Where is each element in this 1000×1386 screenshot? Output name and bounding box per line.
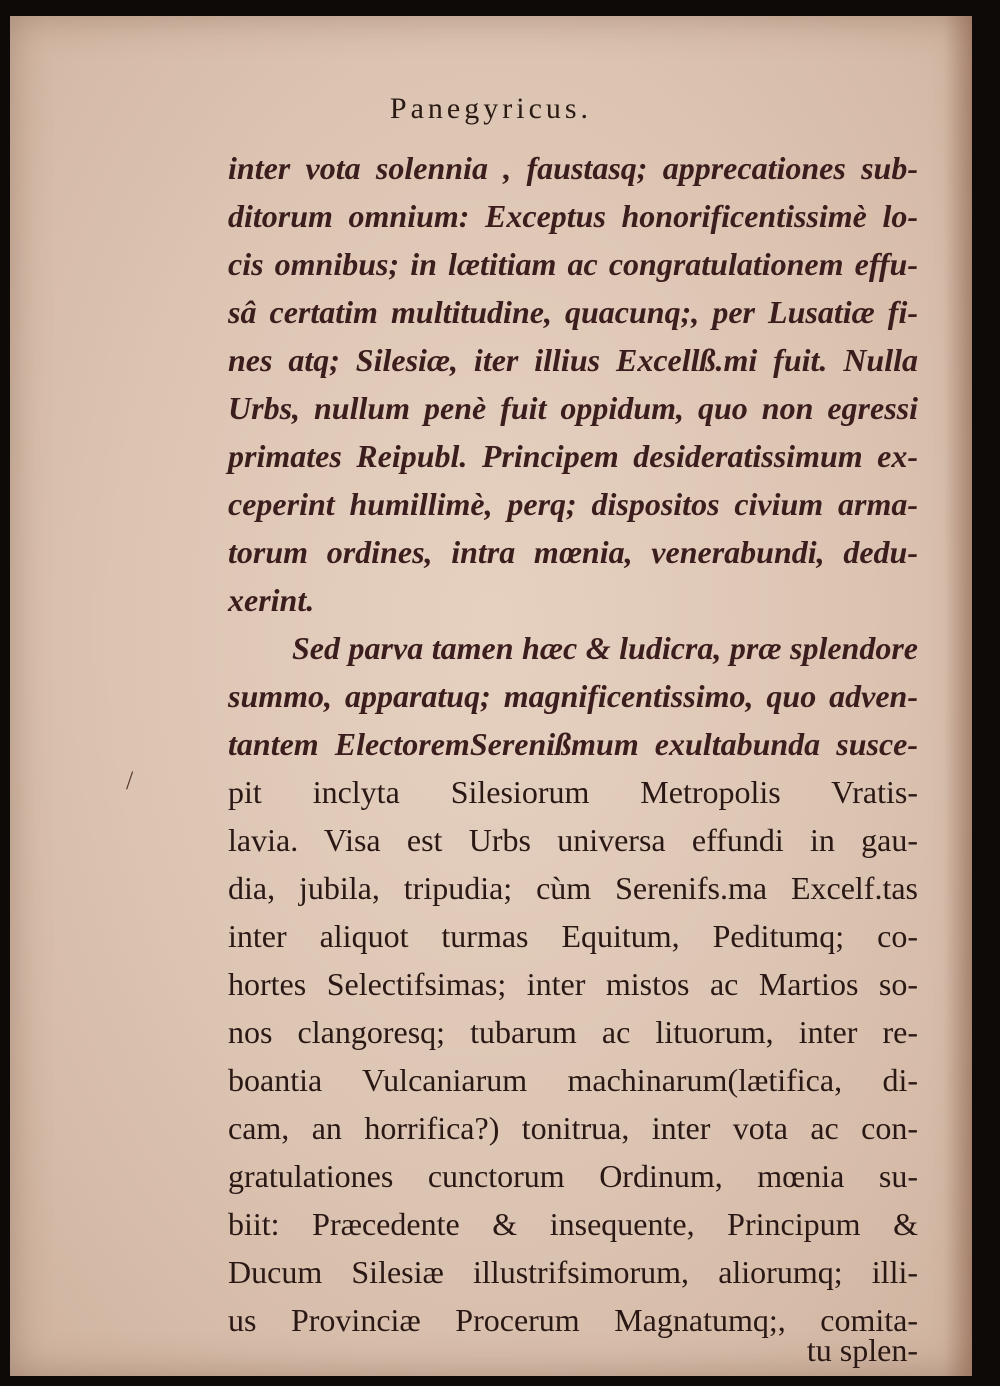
text-line: biit: Præcedente & insequente, Principum &: [228, 1206, 918, 1242]
book-page: [10, 16, 972, 1376]
text-line: pit inclyta Silesiorum Metropolis Vratis-: [228, 774, 918, 810]
text-line: dia, jubila, tripudia; cùm Serenifs.ma Excelf.tas: [228, 870, 918, 906]
text-line: lavia. Visa est Urbs universa effundi in gau-: [228, 822, 918, 858]
text-line: us Provinciæ Procerum Magnatumq;, comita-: [228, 1302, 918, 1338]
text-line: xerint.: [228, 582, 315, 618]
text-line: tantem ElectoremSerenißmum exultabunda susce-: [228, 726, 918, 762]
text-line: ditorum omnium: Exceptus honorificentissimè lo-: [228, 198, 918, 234]
page-edge: [944, 16, 972, 1376]
text-line: torum ordines, intra mœnia, venerabundi, dedu-: [228, 534, 918, 570]
text-line: Ducum Silesiæ illustrifsimorum, aliorumq; illi-: [228, 1254, 918, 1290]
text-line: cis omnibus; in lætitiam ac congratulationem effu-: [228, 246, 918, 282]
running-head: Panegyricus.: [389, 92, 593, 125]
margin-mark: /: [126, 766, 134, 795]
text-line: inter aliquot turmas Equitum, Peditumq; co-: [228, 918, 918, 954]
text-line: nes atq; Silesiæ, iter illius Excellß.mi fuit. Nulla: [228, 342, 918, 378]
text-line: ceperint humillimè, perq; dispositos civium arma-: [228, 486, 918, 522]
text-line: primates Reipubl. Principem desideratissimum ex-: [228, 438, 918, 474]
text-line: cam, an horrifica?) tonitrua, inter vota ac con-: [228, 1110, 918, 1146]
catchword: tu splen-: [806, 1332, 918, 1368]
text-line: gratulationes cunctorum Ordinum, mœnia su-: [228, 1158, 918, 1194]
text-line: hortes Selectifsimas; inter mistos ac Martios so-: [228, 966, 918, 1002]
text-line: Urbs, nullum penè fuit oppidum, quo non egressi: [228, 390, 918, 426]
text-line: nos clangoresq; tubarum ac lituorum, inter re-: [228, 1014, 918, 1050]
text-line: summo, apparatuq; magnificentissimo, quo adven-: [228, 678, 918, 714]
text-line: inter vota solennia , faustasq; apprecationes sub-: [228, 150, 918, 186]
text-line: Sed parva tamen hæc & ludicra, præ splendore: [292, 630, 918, 666]
text-line: boantia Vulcaniarum machinarum(lætifica, di-: [228, 1062, 918, 1098]
text-line: sâ certatim multitudine, quacunq;, per Lusatiæ fi-: [228, 294, 918, 330]
